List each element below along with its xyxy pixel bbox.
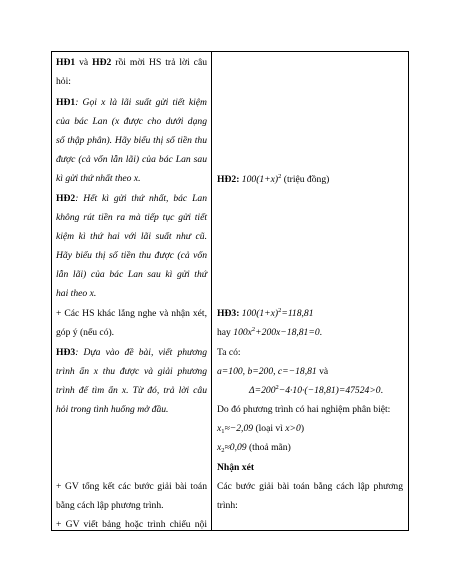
quadratic-equation: hay $100x^2+200x-18,81=0$. xyxy=(217,326,323,338)
hd3-answer: HĐ3: $100(1+x)^2=118,81$ xyxy=(217,307,314,319)
left-line-4: của bác Lan (x được cho dưới dạng xyxy=(56,116,207,127)
ta-co-label: Ta có: xyxy=(217,347,241,358)
root-x1: $x_1\approx-2,09$ (loại vì x>0) xyxy=(217,423,305,435)
nhan-xet-line-2: trình: xyxy=(217,500,238,511)
left-line-7: kì gửi thứ nhất theo x. xyxy=(56,173,141,184)
left-line-10: kiệm kì thứ hai với lãi suất như cũ. xyxy=(56,231,207,242)
nhan-xet-heading: Nhận xét xyxy=(217,462,255,473)
left-line-5: số thập phân). Hãy biểu thị số tiền thu xyxy=(56,135,207,146)
left-line-19: hỏi trong tình huống mở đầu. xyxy=(56,404,169,415)
hd3-prompt: HĐ3: Dựa vào đề bài, viết phương xyxy=(56,347,207,358)
root-x2: $x_2\approx 0,09$ (thoả mãn) xyxy=(217,442,291,454)
student-product-column xyxy=(212,52,409,531)
left-line-9: không rút tiền ra mà tiếp tục gửi tiết xyxy=(56,212,207,223)
left-line-22: + GV viết bảng hoặc trình chiếu nội xyxy=(56,519,207,530)
left-line-1: HĐ1 và HĐ2 rồi mời HS trả lời câu xyxy=(56,57,207,68)
left-line-14: + Các HS khác lắng nghe và nhận xét, xyxy=(56,308,207,319)
left-line-12: lẫn lãi) của bác Lan sau kì gửi thứ xyxy=(56,269,207,280)
left-line-17: trình ẩn x thu được và giải phương xyxy=(56,366,207,377)
left-line-13: hai theo x. xyxy=(56,288,97,299)
discriminant: $\Delta=200^2-4\cdot 10\cdot(-18,81)=47524>0$. xyxy=(249,384,383,396)
lesson-table xyxy=(51,51,409,531)
left-line-2: hỏi: xyxy=(56,76,71,87)
left-line-15: góp ý (nếu có). xyxy=(56,327,115,338)
hd2-answer: HĐ2: $100(1+x)^2$ (triệu đồng) xyxy=(217,173,330,185)
hd1-prompt: HĐ1: Gọi x là lãi suất gửi tiết kiệm xyxy=(56,97,207,108)
coefficients: a=100, b=200, c=−18,81 và xyxy=(217,366,329,377)
left-line-11: Hãy biểu thị số tiền thu được (cả vốn xyxy=(56,250,207,261)
teacher-activity-column xyxy=(52,52,212,531)
left-line-18: trình để tìm ẩn x. Từ đó, trả lời câu xyxy=(56,385,207,396)
left-line-21: bằng cách lập phương trình. xyxy=(56,500,164,511)
hd2-prompt: HĐ2: Hết kì gửi thứ nhất, bác Lan xyxy=(56,193,207,204)
left-line-20: + GV tổng kết các bước giải bài toán xyxy=(56,481,207,492)
left-line-6: được (cả vốn lẫn lãi) của bác Lan sau xyxy=(56,154,207,165)
conclusion-text: Do đó phương trình có hai nghiệm phân biệt: xyxy=(217,404,391,415)
nhan-xet-line-1: Các bước giải bài toán bằng cách lập phương xyxy=(217,481,403,492)
